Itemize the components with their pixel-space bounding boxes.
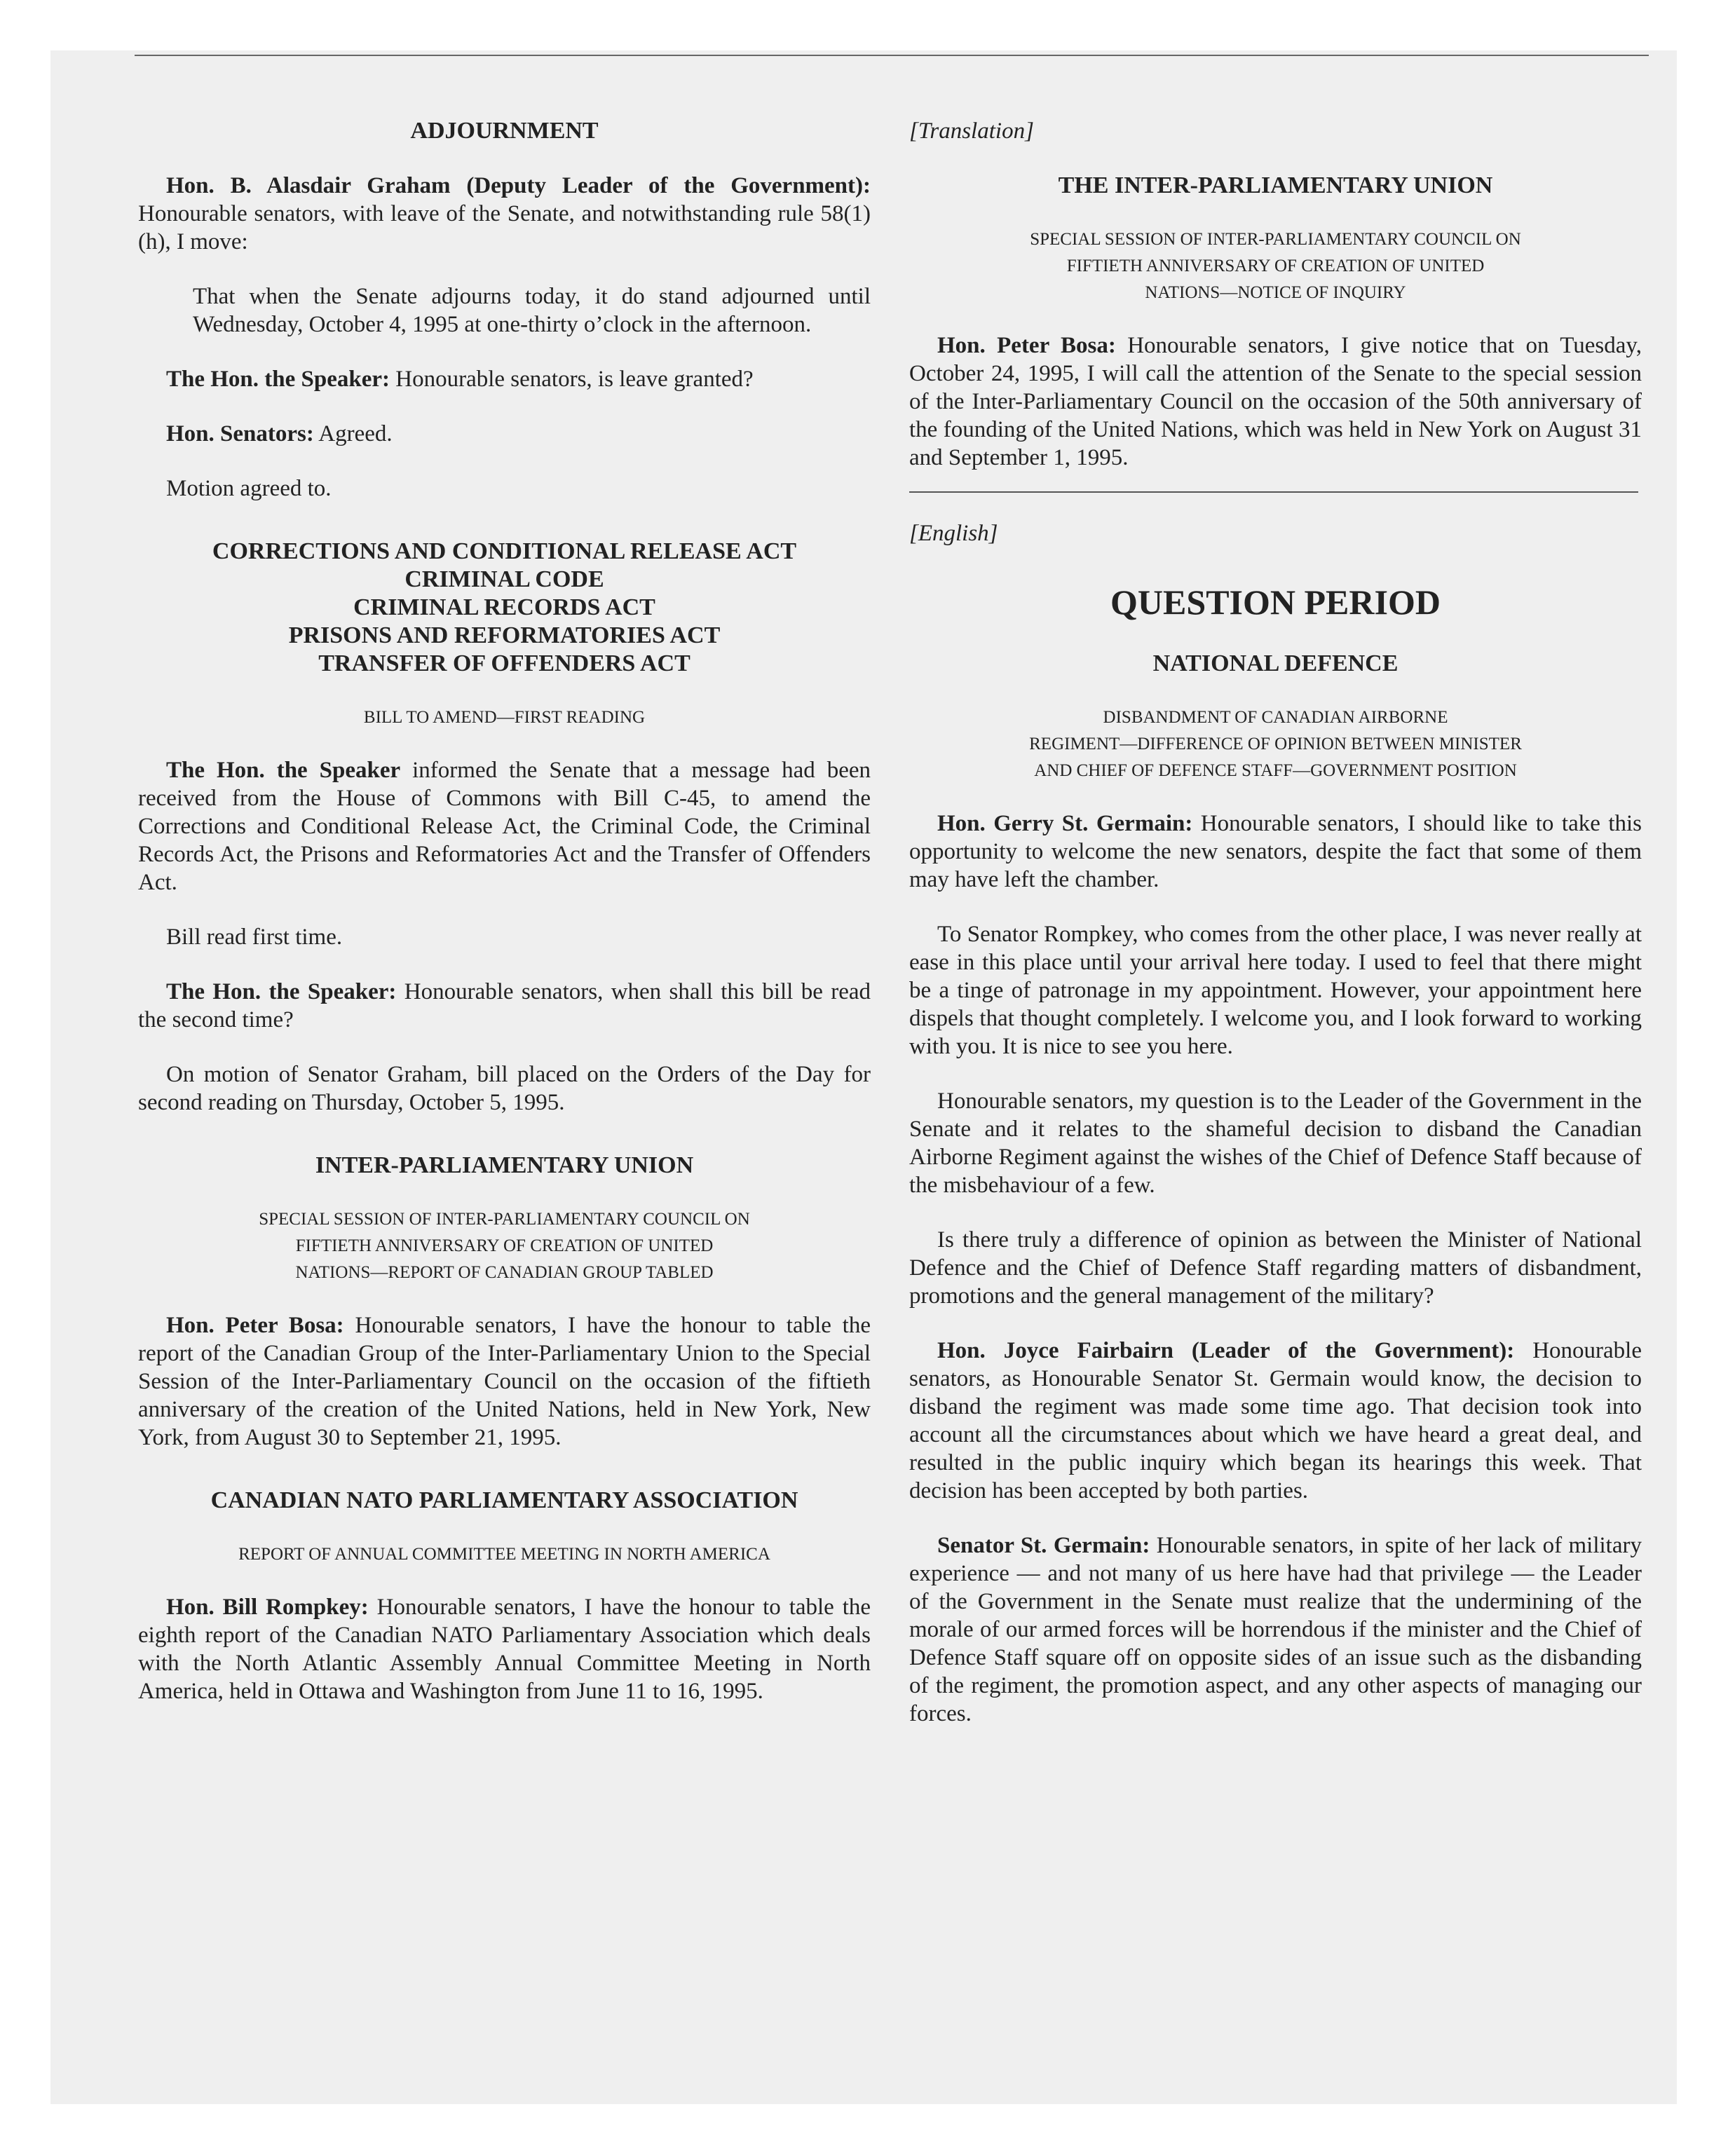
speaker-name: Hon. Gerry St. Germain: xyxy=(937,811,1193,836)
adjournment-heading: ADJOURNMENT xyxy=(410,118,599,144)
question-paragraph: Honourable senators, my question is to the Leader of the Government in the Senate and it relates to the shameful decision to disband the Canadian Airborne Regiment against the wishes of the Chief of Defence Staff because of the misbehaviour of a few. xyxy=(909,1089,1642,1198)
translation-tag: [Translation] xyxy=(909,118,1034,144)
heading-line: CRIMINAL CODE xyxy=(404,566,604,592)
subheading-line: FIFTIETH ANNIVERSARY OF CREATION OF UNITED xyxy=(295,1236,714,1255)
speaker-name: Hon. Senators: xyxy=(166,421,314,446)
motion-quote: That when the Senate adjourns today, it do stand adjourned until Wednesday, October 4, 1995 at one-thirty o’clock in the afternoon. xyxy=(193,284,871,337)
difference-of-opinion-paragraph: Is there truly a difference of opinion as between the Minister of National Defence and the Chief of Defence Staff regarding matters of disbandment, promotions and the general management of the military? xyxy=(909,1227,1642,1309)
paragraph-text: Honourable senators, I should like to take this opportunity to welcome the new senators, despite the fact that some of them may have left the chamber. xyxy=(909,811,1642,892)
bosa-notice-paragraph xyxy=(909,332,1642,472)
paragraph-text: Honourable senators, when shall this bill be read the second time? xyxy=(138,979,871,1032)
subheading-line: REGIMENT—DIFFERENCE OF OPINION BETWEEN MINISTER xyxy=(1029,735,1522,753)
senators-agreed-paragraph xyxy=(138,420,871,448)
speaker-name: The Hon. the Speaker: xyxy=(166,979,397,1004)
left-column xyxy=(138,117,871,1732)
heading-line: TRANSFER OF OFFENDERS ACT xyxy=(318,650,690,676)
speaker-name: Hon. B. Alasdair Graham (Deputy Leader of the Government): xyxy=(166,173,871,198)
speaker-leave-paragraph xyxy=(138,365,871,393)
speaker-second-reading-paragraph xyxy=(138,978,871,1034)
paragraph-text: Agreed. xyxy=(318,421,393,446)
paragraph-text: Honourable senators, with leave of the Senate, and notwithstanding rule 58(1)(h), I move: xyxy=(138,201,871,254)
speaker-name: Hon. Peter Bosa: xyxy=(166,1313,344,1338)
paragraph-text: Honourable senators, I have the honour to table the report of the Canadian Group of the Inter-Parliamentary Union to the Special Session of the Inter-Parliamentary Council on the occasion of the fiftieth anniversary of the creation of the United Nations, held in New York, New York, from August 30 to September 21, 1995. xyxy=(138,1313,871,1450)
nato-heading: CANADIAN NATO PARLIAMENTARY ASSOCIATION xyxy=(210,1487,798,1513)
top-rule xyxy=(135,55,1649,56)
corrections-subheading: BILL TO AMEND—FIRST READING xyxy=(363,708,646,727)
paragraph-text: Honourable senators, is leave granted? xyxy=(395,367,754,392)
ipu-heading: INTER-PARLIAMENTARY UNION xyxy=(315,1152,694,1178)
speaker-name: Hon. Peter Bosa: xyxy=(937,333,1116,358)
subheading-line: NATIONS—REPORT OF CANADIAN GROUP TABLED xyxy=(295,1263,714,1282)
corrections-heading xyxy=(138,538,871,678)
st-germain-welcome-paragraph xyxy=(909,810,1642,894)
ipu2-subheading xyxy=(909,226,1642,306)
speaker-name: The Hon. the Speaker xyxy=(166,758,401,783)
section-divider xyxy=(909,491,1638,493)
paragraph-text: informed the Senate that a message had been received from the House of Commons with Bill C-45, to amend the Corrections and Conditional Release Act, the Criminal Code, the Criminal Records Act, the Prisons and Reformatories Act and the Transfer of Offenders Act. xyxy=(138,758,871,895)
ipu-subheading xyxy=(138,1206,871,1286)
motion-agreed-paragraph: Motion agreed to. xyxy=(166,476,332,501)
subheading-line: FIFTIETH ANNIVERSARY OF CREATION OF UNITED xyxy=(1066,257,1485,275)
national-defence-heading: NATIONAL DEFENCE xyxy=(1152,650,1399,676)
right-column xyxy=(909,117,1642,1754)
question-period-heading: QUESTION PERIOD xyxy=(1110,582,1441,622)
st-germain-followup-paragraph xyxy=(909,1531,1642,1728)
paragraph-text: Honourable senators, as Honourable Senator St. Germain would know, the decision to disband the regiment was made some time ago. That decision took into account all the circumstances about which we have heard a great deal, and resulted in the public inquiry which began its hearings this week. That decision has been accepted by both parties. xyxy=(909,1338,1642,1503)
subheading-line: DISBANDMENT OF CANADIAN AIRBORNE xyxy=(1103,708,1448,727)
rompkey-report-paragraph xyxy=(138,1593,871,1705)
ipu2-heading: THE INTER-PARLIAMENTARY UNION xyxy=(1058,172,1493,198)
speaker-name: Hon. Bill Rompkey: xyxy=(166,1595,369,1620)
bill-read-paragraph: Bill read first time. xyxy=(166,925,343,950)
bosa-report-paragraph xyxy=(138,1311,871,1452)
graham-motion-paragraph xyxy=(138,172,871,256)
subheading-line: SPECIAL SESSION OF INTER-PARLIAMENTARY COUNCIL ON xyxy=(259,1210,750,1229)
document-page xyxy=(50,50,1677,2104)
orders-of-day-paragraph: On motion of Senator Graham, bill placed on the Orders of the Day for second reading on Thursday, October 5, 1995. xyxy=(138,1062,871,1115)
airborne-subheading xyxy=(909,704,1642,784)
speaker-name: Hon. Joyce Fairbairn (Leader of the Government): xyxy=(937,1338,1515,1363)
english-tag: [English] xyxy=(909,521,998,546)
heading-line: PRISONS AND REFORMATORIES ACT xyxy=(288,622,721,648)
paragraph-text: Honourable senators, I give notice that on Tuesday, October 24, 1995, I will call the attention of the Senate to the special session of the Inter-Parliamentary Council on the occasion of the 50th anniversary of the founding of the United Nations, which was held in New York on August 31 and September 1, 1995. xyxy=(909,333,1642,470)
paragraph-text: Honourable senators, in spite of her lack of military experience — and not many of us here have had that privilege — the Leader of the Government in the Senate must realize that the undermining of the morale of our armed forces will be horrendous if the minister and the Chief of Defence Staff square off on opposite sides of an issue such as the disbanding of the regiment, the promotion aspect, and any other aspects of managing our forces. xyxy=(909,1533,1642,1726)
speaker-name: The Hon. the Speaker: xyxy=(166,367,390,392)
rompkey-welcome-paragraph: To Senator Rompkey, who comes from the other place, I was never really at ease in this place until your arrival here today. I used to feel that there might be a tinge of patronage in my appointment. However, your appointment here dispels that thought completely. I welcome you, and I look forward to working with you. It is nice to see you here. xyxy=(909,922,1642,1059)
subheading-line: AND CHIEF OF DEFENCE STAFF—GOVERNMENT POSITION xyxy=(1034,761,1517,780)
nato-subheading: REPORT OF ANNUAL COMMITTEE MEETING IN NORTH AMERICA xyxy=(238,1545,770,1564)
heading-line: CRIMINAL RECORDS ACT xyxy=(353,594,655,620)
fairbairn-answer-paragraph xyxy=(909,1337,1642,1505)
heading-line: CORRECTIONS AND CONDITIONAL RELEASE ACT xyxy=(212,538,797,564)
speaker-message-paragraph xyxy=(138,756,871,896)
speaker-name: Senator St. Germain: xyxy=(937,1533,1150,1558)
paragraph-text: Honourable senators, I have the honour to table the eighth report of the Canadian NATO Parliamentary Association which deals with the North Atlantic Assembly Annual Committee Meeting in North America, held in Ottawa and Washington from June 11 to 16, 1995. xyxy=(138,1595,871,1704)
subheading-line: SPECIAL SESSION OF INTER-PARLIAMENTARY COUNCIL ON xyxy=(1030,230,1521,249)
subheading-line: NATIONS—NOTICE OF INQUIRY xyxy=(1145,283,1406,302)
